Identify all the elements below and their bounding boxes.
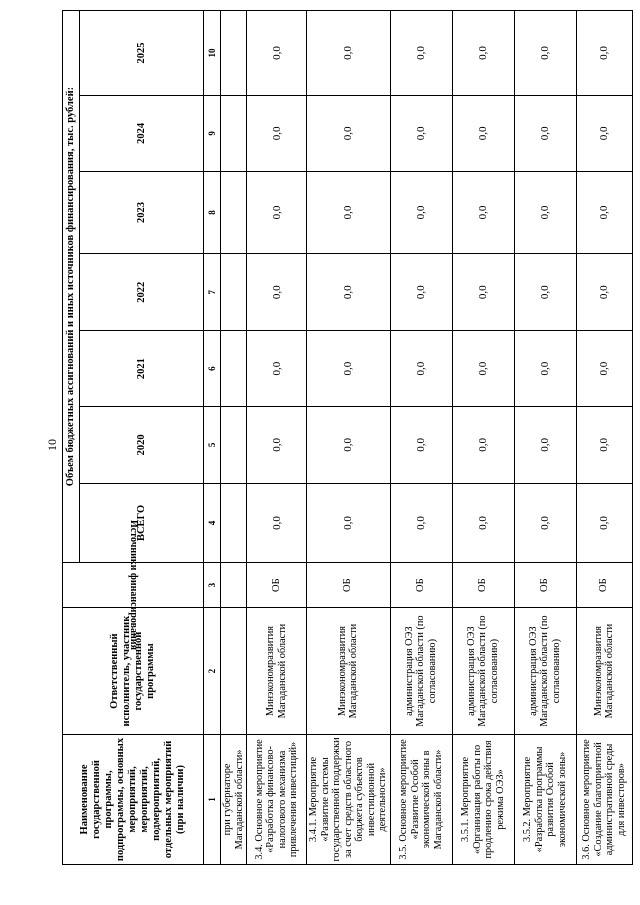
row-value-cell: 0,0 [576,483,632,562]
row-value-cell: 0,0 [452,95,514,171]
row-value-cell: 0,0 [307,331,391,407]
row-responsible-cell: Минэкономразвития Магаданской области [307,608,391,735]
row-value-cell: 0,0 [390,254,452,331]
row-value-cell: 0,0 [514,11,576,96]
funding-col-2025: 2025 [80,11,204,96]
row-value-cell: 0,0 [514,95,576,171]
column-number: 2 [204,608,221,735]
row-value-cell: 0,0 [247,406,307,483]
row-value-cell: 0,0 [390,95,452,171]
row-value-cell: 0,0 [390,483,452,562]
column-number: 6 [204,331,221,407]
row-value-cell [221,11,247,96]
row-value-cell [221,331,247,407]
row-name-cell: 3.5.1. Мероприятие «Организация работы по продлению срока действия режима ОЭЗ» [452,734,514,864]
row-value-cell: 0,0 [514,171,576,254]
row-name-cell: 3.6. Основное мероприятие «Создание благоприятной административной среды для инвесторов» [576,734,632,864]
page-number: 10 [45,439,59,451]
row-value-cell: 0,0 [452,331,514,407]
row-value-cell: 0,0 [307,406,391,483]
row-name-cell: 3.4.1. Мероприятие «Развитие системы государственной поддержки за счет средств областного бюджета субъектов инвестиционной деятельности» [307,734,391,864]
row-value-cell: 0,0 [390,406,452,483]
row-value-cell: 0,0 [307,171,391,254]
header-row-1 [63,11,80,865]
row-value-cell: 0,0 [514,254,576,331]
row-value-cell: 0,0 [452,483,514,562]
row-source-cell: ОБ [390,563,452,608]
row-value-cell: 0,0 [576,254,632,331]
row-source-cell: ОБ [247,563,307,608]
row-name-cell: при губернаторе Магаданской области» [221,734,247,864]
row-value-cell: 0,0 [576,95,632,171]
row-value-cell: 0,0 [576,331,632,407]
row-value-cell: 0,0 [307,11,391,96]
row-value-cell: 0,0 [452,11,514,96]
row-source-cell: ОБ [307,563,391,608]
row-name-cell: 3.5.2. Мероприятие «Разработка программы развития Особой экономической зоны» [514,734,576,864]
funding-col-2023: 2023 [80,171,204,254]
rotated-page-content [62,10,627,865]
row-source-cell: ОБ [514,563,576,608]
row-value-cell: 0,0 [247,254,307,331]
responsible-column-header: Ответственный исполнитель, участник государственной программы [63,608,204,735]
row-value-cell: 0,0 [576,11,632,96]
funding-col-2020: 2020 [80,406,204,483]
row-value-cell: 0,0 [247,95,307,171]
row-value-cell: 0,0 [390,11,452,96]
row-responsible-cell: администрация ОЭЗ Магаданской области (по согласованию) [514,608,576,735]
row-responsible-cell: Минэкономразвития Магаданской области [247,608,307,735]
row-responsible-cell: администрация ОЭЗ Магаданской области (по согласованию) [452,608,514,735]
source-column-header-text: Источники финансирования [128,520,139,651]
column-number: 7 [204,254,221,331]
column-number: 9 [204,95,221,171]
row-value-cell: 0,0 [452,254,514,331]
row-value-cell [221,406,247,483]
column-number: 10 [204,11,221,96]
table-row [390,11,452,865]
row-value-cell: 0,0 [247,331,307,407]
table-row [221,11,247,865]
row-value-cell: 0,0 [514,406,576,483]
row-value-cell [221,254,247,331]
row-name-cell: 3.4. Основное мероприятие «Разработка финансово-налогового механизма привлечения инвестиций» [247,734,307,864]
row-source-cell [221,563,247,608]
row-name-cell: 3.5. Основное мероприятие «Развитие Особой экономической зоны в Магаданской области» [390,734,452,864]
row-source-cell: ОБ [452,563,514,608]
row-value-cell: 0,0 [576,171,632,254]
row-value-cell: 0,0 [390,331,452,407]
row-responsible-cell [221,608,247,735]
row-value-cell: 0,0 [514,483,576,562]
row-value-cell: 0,0 [247,11,307,96]
table-row [576,11,632,865]
row-value-cell: 0,0 [247,483,307,562]
row-value-cell: 0,0 [247,171,307,254]
funding-col-2022: 2022 [80,254,204,331]
funding-table [62,10,633,865]
row-value-cell: 0,0 [514,331,576,407]
row-value-cell: 0,0 [390,171,452,254]
row-value-cell [221,95,247,171]
table-row [247,11,307,865]
column-number: 1 [204,734,221,864]
row-responsible-cell: Минэкономразвития Магаданской области [576,608,632,735]
row-value-cell: 0,0 [307,95,391,171]
column-number: 8 [204,171,221,254]
column-number: 5 [204,406,221,483]
table-row [514,11,576,865]
row-value-cell: 0,0 [452,171,514,254]
row-value-cell: 0,0 [307,483,391,562]
column-number: 4 [204,483,221,562]
funding-col-2024: 2024 [80,95,204,171]
row-value-cell [221,171,247,254]
table-body [221,11,633,865]
table-row [307,11,391,865]
row-value-cell: 0,0 [452,406,514,483]
name-column-header: Наименование государственной программы, подпрограммы, основных мероприятий, мероприятий, подмероприятий, отдельных мероприятий (при наличии) [63,734,204,864]
row-value-cell [221,483,247,562]
row-value-cell: 0,0 [307,254,391,331]
row-value-cell: 0,0 [576,406,632,483]
column-number: 3 [204,563,221,608]
funding-col-total: ВСЕГО [80,483,204,562]
column-number-row [204,11,221,865]
row-source-cell: ОБ [576,563,632,608]
row-responsible-cell: администрация ОЭЗ Магаданской области (по согласованию) [390,608,452,735]
funding-col-2021: 2021 [80,331,204,407]
funding-group-header: Объем бюджетных ассигнований и иных источников финансирования, тыс. рублей: [63,11,80,563]
table-row [452,11,514,865]
